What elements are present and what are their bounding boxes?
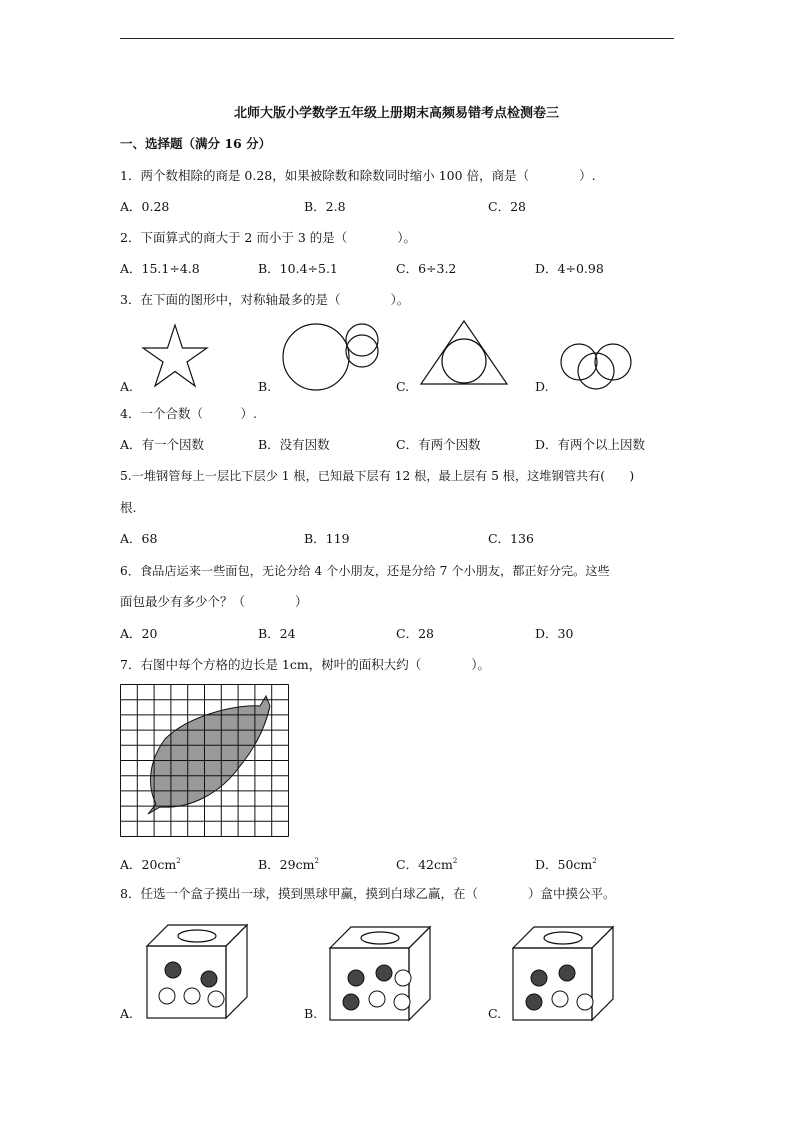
q5-option-c: C．136 bbox=[488, 531, 534, 546]
black-ball bbox=[165, 962, 181, 978]
q7-option-b: B．$29cm^2$ bbox=[258, 857, 319, 872]
section1-heading: 一、选择题（满分 16 分） bbox=[120, 136, 272, 151]
q1-option-b: B．2.8 bbox=[304, 199, 346, 214]
box-side bbox=[592, 927, 613, 1020]
black-ball bbox=[559, 965, 575, 981]
q6-text-line1: 6．食品店运来一些面包，无论分给 4 个小朋友，还是分给 7 个小朋友，都正好分完。这些 bbox=[120, 564, 610, 578]
q1-option-c: C．28 bbox=[488, 199, 526, 214]
white-ball bbox=[208, 991, 224, 1007]
q8-option-a: A. bbox=[120, 1006, 134, 1021]
box-side bbox=[226, 925, 247, 1018]
box-opening bbox=[361, 932, 399, 944]
circles-figure-b bbox=[282, 322, 382, 392]
white-ball bbox=[395, 970, 411, 986]
box-top bbox=[147, 925, 247, 946]
box-opening bbox=[178, 930, 216, 942]
q7-text: 7．右图中每个方格的边长是 1cm，树叶的面积大约（ ）。 bbox=[120, 657, 490, 672]
q2-option-c: C．6÷3.2 bbox=[396, 261, 457, 276]
black-ball bbox=[343, 994, 359, 1010]
q6-text-line2: 面包最少有多少个？（ ） bbox=[120, 594, 308, 609]
ball-box-c bbox=[512, 926, 614, 1022]
q5-option-a: A．68 bbox=[120, 531, 158, 546]
black-ball bbox=[526, 994, 542, 1010]
three-circles-figure bbox=[558, 340, 634, 392]
q5-text-line2: 根. bbox=[120, 500, 137, 515]
q3-option-c: C. bbox=[396, 379, 410, 394]
box-side bbox=[409, 927, 430, 1020]
black-ball bbox=[201, 971, 217, 987]
black-ball bbox=[531, 970, 547, 986]
q7-option-a: A．$20cm^2$ bbox=[120, 857, 181, 872]
box-opening bbox=[544, 932, 582, 944]
ball-box-a bbox=[146, 924, 248, 1020]
q8-option-c: C. bbox=[488, 1006, 502, 1021]
white-ball bbox=[159, 988, 175, 1004]
q6-option-d: D．30 bbox=[535, 626, 574, 641]
ball-box-b bbox=[329, 926, 431, 1022]
q1-option-a: A．0.28 bbox=[120, 199, 170, 214]
white-ball bbox=[369, 991, 385, 1007]
q7-option-d: D．$50cm^2$ bbox=[535, 857, 597, 872]
q6-option-b: B．24 bbox=[258, 626, 296, 641]
q3-option-a: A. bbox=[120, 379, 134, 394]
q8-text: 8．任选一个盒子摸出一球，摸到黑球甲赢，摸到白球乙赢，在（ ）盒中摸公平。 bbox=[120, 886, 616, 901]
q5-option-b: B．119 bbox=[304, 531, 350, 546]
q8-option-b: B. bbox=[304, 1006, 318, 1021]
white-ball bbox=[577, 994, 593, 1010]
q4-text: 4．一个合数（ ）. bbox=[120, 406, 257, 421]
black-ball bbox=[348, 970, 364, 986]
header-rule bbox=[120, 38, 674, 39]
q6-option-c: C．28 bbox=[396, 626, 434, 641]
leaf-grid-figure bbox=[120, 684, 289, 837]
white-ball bbox=[394, 994, 410, 1010]
q2-option-b: B．10.4÷5.1 bbox=[258, 261, 338, 276]
white-ball bbox=[184, 988, 200, 1004]
q6-option-a: A．20 bbox=[120, 626, 158, 641]
box-top bbox=[513, 927, 613, 948]
q3-text: 3．在下面的图形中，对称轴最多的是（ ）。 bbox=[120, 292, 410, 307]
document-title: 北师大版小学数学五年级上册期末高频易错考点检测卷三 bbox=[233, 106, 559, 121]
q4-option-c: C．有两个因数 bbox=[396, 437, 481, 452]
box-front bbox=[513, 948, 592, 1020]
q4-option-b: B．没有因数 bbox=[258, 437, 330, 452]
q5-text-line1: 5.一堆钢管每上一层比下层少 1 根，已知最下层有 12 根，最上层有 5 根，这堆钢管共有( ) bbox=[120, 469, 635, 483]
q3-option-d: D. bbox=[535, 379, 549, 394]
leaf-shape bbox=[148, 696, 270, 814]
star-figure bbox=[140, 322, 210, 392]
q1-text: 1．两个数相除的商是 0.28，如果被除数和除数同时缩小 100 倍，商是（ ）. bbox=[120, 168, 596, 183]
q4-option-a: A．有一个因数 bbox=[120, 437, 205, 452]
q4-option-d: D．有两个以上因数 bbox=[535, 437, 646, 452]
q3-option-b: B. bbox=[258, 379, 272, 394]
triangle-circle-figure bbox=[418, 318, 510, 386]
white-ball bbox=[552, 991, 568, 1007]
q2-option-d: D．4÷0.98 bbox=[535, 261, 604, 276]
black-ball bbox=[376, 965, 392, 981]
box-top bbox=[330, 927, 430, 948]
q2-option-a: A．15.1÷4.8 bbox=[120, 261, 200, 276]
q7-option-c: C．$42cm^2$ bbox=[396, 857, 458, 872]
q2-text: 2．下面算式的商大于 2 而小于 3 的是（ ）。 bbox=[120, 230, 417, 245]
